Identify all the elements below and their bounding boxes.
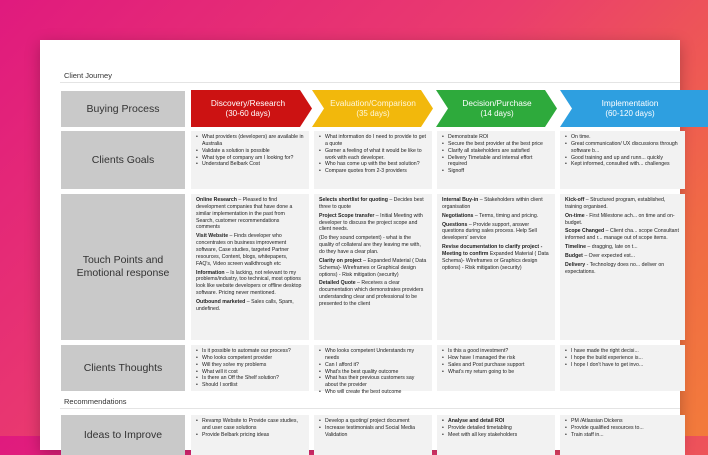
- list-item: • Signoff: [442, 168, 550, 175]
- row-label-ideas: Ideas to Improve: [61, 415, 185, 455]
- stage-evaluation: [318, 90, 428, 127]
- touch-text: – Provide support, answer questions during sales process. Help Sell developers' service: [442, 221, 537, 242]
- touch-text: – Initial Meeting with developer to discuss the project scope and client needs.: [319, 212, 423, 233]
- touch-heading: Delivery: [565, 261, 586, 268]
- section-divider: [60, 82, 680, 83]
- list-item: • Who looks competent provider: [196, 355, 304, 362]
- touch-heading: Internal Buy-in: [442, 197, 479, 203]
- list-item: • Increase testimonials and Social Media Validation: [319, 425, 427, 439]
- list-item: • Revamp Website to Provide case studies, and user case solutions: [196, 418, 304, 432]
- stage-title: Evaluation/Comparison: [330, 98, 416, 109]
- touch-text: – Over expected est...: [582, 253, 636, 260]
- touch-text: – dragging, late on t...: [585, 244, 638, 251]
- list-item: • Who has come up with the best solution?: [319, 161, 427, 168]
- touch-text: – Stakeholders within client organisation: [442, 197, 543, 210]
- list-item: • Demonstrate ROI: [442, 134, 550, 141]
- touch-cell-decision: [437, 194, 555, 340]
- touch-text: – Expanded Material ( Data Schema)- Wireframes or Graphical design options) - Risk mitigation (security): [319, 257, 427, 278]
- list-item: • Who will create the best outcome: [319, 389, 427, 396]
- touch-text: – Receives a clear documentation which demonstrates providers understanding clear and professional to be presented to the client: [319, 280, 424, 308]
- ideas-cell-implementation: [560, 415, 685, 455]
- list-item: • Compare quotes from 2-3 providers: [319, 168, 427, 175]
- ideas-cell-decision: [437, 415, 555, 455]
- touch-heading: Outbound marketed: [196, 299, 246, 306]
- list-item: • Is there an Off the Shelf solution?: [196, 375, 304, 382]
- touch-heading: Scope Changed: [565, 228, 605, 235]
- touch-text: - First Milestone ach... on time and on-budget.: [565, 212, 675, 226]
- touch-heading: Negotiations: [442, 212, 474, 219]
- list-item: • Who looks competent Understands my needs: [319, 348, 427, 362]
- stage-title: Implementation: [601, 98, 659, 109]
- list-item: • Can I afford it?: [319, 362, 427, 369]
- row-label-clients-goals: Clients Goals: [61, 131, 185, 189]
- touch-text: – Is lacking, not relevant to my problems/industry, too technical, most options look like website developers or offline desktop software. Pricing never mentioned.: [196, 269, 302, 297]
- touch-text: - Technology does no... deliver on expectations.: [565, 261, 665, 275]
- section-recommendations: Recommendations: [64, 397, 127, 406]
- touch-cell-evaluation: [314, 194, 432, 340]
- touch-text: – Terms, timing and pricing.: [473, 212, 539, 219]
- list-item: • Validate a solution is possible: [196, 148, 304, 155]
- list-item: • What's the best quality outcome: [319, 369, 427, 376]
- touch-text: – Sales calls, Spam, undefined.: [196, 299, 294, 312]
- touch-heading: Budget: [565, 253, 583, 260]
- list-item: • Is it possible to automate our process?: [196, 348, 304, 355]
- list-item: • How have I managed the risk: [442, 355, 550, 362]
- list-item: • I have made the right decisi...: [565, 348, 680, 355]
- list-item: • Delivery Timetable and internal effort required: [442, 155, 550, 169]
- touch-heading: Selects shortlist for quoting: [319, 197, 388, 203]
- touch-heading: Visit Website: [196, 233, 229, 240]
- touch-cell-implementation: [560, 194, 685, 340]
- touch-text: – Finds developer who concentrates on business improvement software, Case studies, targeted Partner resources, Content, blogs, whitepapers, FAQ's, Video screen walkthrough etc: [196, 233, 289, 267]
- list-item: • What information do I need to provide to get a quote: [319, 134, 427, 148]
- goals-cell-discovery: [191, 131, 309, 189]
- list-item: • What providers (developers) are available in Australia: [196, 134, 304, 148]
- journey-map-sheet: [40, 40, 680, 450]
- list-item: • What has their previous customers say about the provider: [319, 375, 427, 389]
- list-item: • Should I sortlist: [196, 382, 304, 389]
- list-item: • What will it cost: [196, 369, 304, 376]
- list-item: • What type of company am I looking for?: [196, 155, 304, 162]
- touch-heading: Project Scope transfer: [319, 212, 375, 219]
- list-item: • PM /Atlassian Dickens: [565, 418, 680, 425]
- list-item: • What's my return going to be: [442, 369, 550, 376]
- list-item: • Provide detailed timetabling: [442, 425, 550, 432]
- stage-decision: [442, 90, 552, 127]
- ideas-cell-evaluation: [314, 415, 432, 455]
- list-item: • Develop a quoting/ project document: [319, 418, 427, 425]
- touch-text: – Structured program, established, training organised.: [565, 197, 666, 210]
- touch-text: (Do they sound competent) - what is the quality of collateral are they leaving me with, do they have a clear plan.: [319, 235, 421, 256]
- list-item: • Is this a good investment?: [442, 348, 550, 355]
- list-item: • Understand Belbark Cost: [196, 161, 304, 168]
- row-label-touch-points: Touch Points and Emotional response: [61, 194, 185, 340]
- stage-implementation: [575, 90, 685, 127]
- list-item: • Garner a feeling of what it would be like to work with each developer.: [319, 148, 427, 162]
- touch-text: Expanded Material ( Data Schema)- Wireframes or Graphics design options) - Risk mitigation (security): [442, 251, 549, 271]
- touch-text: – Pleased to find development companies that have done a similar implementation in the past from Search, customer recommendations comments: [196, 197, 293, 231]
- touch-heading: Clarity on project: [319, 257, 362, 264]
- touch-heading: Revise documentation to clarify project - Meeting to confirm: [442, 244, 543, 258]
- section-client-journey: Client Journey: [64, 71, 112, 80]
- stage-duration: (60-120 days): [605, 108, 655, 118]
- stage-duration: (30-60 days): [225, 108, 271, 118]
- list-item: • Will they solve my problems: [196, 362, 304, 369]
- thoughts-cell-discovery: [191, 345, 309, 391]
- list-item: • Provide qualified resources to...: [565, 425, 680, 432]
- list-item: • On time.: [565, 134, 680, 141]
- goals-cell-evaluation: [314, 131, 432, 189]
- touch-heading: Questions: [442, 221, 468, 228]
- touch-heading: Detailed Quote: [319, 280, 356, 287]
- goals-cell-decision: [437, 131, 555, 189]
- stage-discovery: [191, 90, 305, 127]
- thoughts-cell-implementation: [560, 345, 685, 391]
- thoughts-cell-evaluation: [314, 345, 432, 396]
- touch-heading: Online Research: [196, 197, 237, 203]
- list-item: • Meet with all key stakeholders: [442, 432, 550, 439]
- list-item: • Analyse and detail ROI: [442, 418, 550, 425]
- row-label-buying-process: Buying Process: [61, 91, 185, 127]
- thoughts-cell-decision: [437, 345, 555, 391]
- list-item: • I hope the build experience is...: [565, 355, 680, 362]
- ideas-cell-discovery: [191, 415, 309, 455]
- goals-cell-implementation: [560, 131, 685, 189]
- stage-title: Decision/Purchase: [462, 98, 532, 109]
- list-item: • I hope I don't have to get invo...: [565, 362, 680, 369]
- touch-heading: Information: [196, 269, 225, 276]
- touch-text: – Decides best three to quote: [319, 197, 424, 210]
- touch-heading: Timeline: [565, 244, 586, 251]
- touch-cell-discovery: [191, 194, 309, 340]
- list-item: • Kept informed, consulted with... challenges: [565, 161, 680, 168]
- list-item: • Sales and Post purchase support: [442, 362, 550, 369]
- list-item: • Provide Belbark pricing ideas: [196, 432, 304, 439]
- list-item: • Secure the best provider at the best price: [442, 141, 550, 148]
- touch-heading: Kick-off: [565, 197, 585, 203]
- row-label-clients-thoughts: Clients Thoughts: [61, 345, 185, 391]
- list-item: • Train staff in...: [565, 432, 680, 439]
- stage-duration: (35 days): [356, 108, 390, 118]
- list-item: • Good training and up and runn... quickly: [565, 155, 680, 162]
- list-item: • Clarify all stakeholders are satisfied: [442, 148, 550, 155]
- stage-duration: (14 days): [480, 108, 514, 118]
- touch-text: – Client cha... scope Consultant informed and r... manage out of scope items.: [565, 228, 679, 242]
- section-divider: [60, 408, 680, 409]
- touch-heading: On-time: [565, 212, 585, 219]
- list-item: • Great communication/ UX discussions through software b...: [565, 141, 680, 155]
- stage-title: Discovery/Research: [210, 98, 286, 109]
